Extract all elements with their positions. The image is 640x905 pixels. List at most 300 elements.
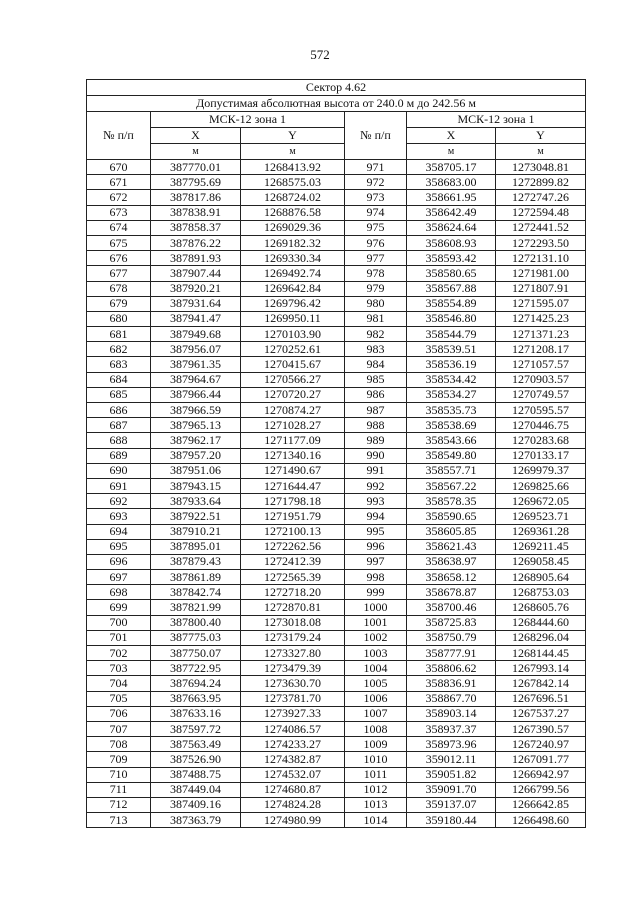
point-number: 1007 xyxy=(345,706,407,721)
point-number: 699 xyxy=(87,600,151,615)
table-row xyxy=(87,372,586,387)
y-coordinate: 1269950.11 xyxy=(241,311,345,326)
x-coordinate: 387907.44 xyxy=(151,266,241,281)
table-row xyxy=(87,448,586,463)
x-coordinate: 387694.24 xyxy=(151,676,241,691)
y-coordinate: 1273327.80 xyxy=(241,646,345,661)
point-number: 1008 xyxy=(345,721,407,736)
point-number: 670 xyxy=(87,160,151,175)
x-coordinate: 358705.17 xyxy=(407,160,496,175)
point-number: 685 xyxy=(87,387,151,402)
x-coordinate: 358578.35 xyxy=(407,494,496,509)
y-coordinate: 1270720.27 xyxy=(241,387,345,402)
y-coordinate: 1269672.05 xyxy=(496,494,586,509)
x-coordinate: 387817.86 xyxy=(151,190,241,205)
x-coordinate: 387449.04 xyxy=(151,782,241,797)
x-coordinate: 358642.49 xyxy=(407,205,496,220)
point-number: 691 xyxy=(87,478,151,493)
x-coordinate: 387895.01 xyxy=(151,539,241,554)
y-coordinate: 1270133.17 xyxy=(496,448,586,463)
y-coordinate: 1272262.56 xyxy=(241,539,345,554)
point-number: 688 xyxy=(87,433,151,448)
x-coordinate: 359051.82 xyxy=(407,767,496,782)
x-coordinate: 358658.12 xyxy=(407,570,496,585)
table-row xyxy=(87,630,586,645)
y-coordinate: 1272594.48 xyxy=(496,205,586,220)
x-coordinate: 358593.42 xyxy=(407,251,496,266)
y-coordinate: 1271028.27 xyxy=(241,418,345,433)
point-number: 705 xyxy=(87,691,151,706)
x-coordinate: 358806.62 xyxy=(407,661,496,676)
point-number: 706 xyxy=(87,706,151,721)
point-number: 971 xyxy=(345,160,407,175)
x-coordinate: 387933.64 xyxy=(151,494,241,509)
x-coordinate: 387597.72 xyxy=(151,721,241,736)
table-row xyxy=(87,235,586,250)
table-row xyxy=(87,600,586,615)
point-number: 707 xyxy=(87,721,151,736)
left-y-unit: м xyxy=(241,144,345,160)
point-number: 708 xyxy=(87,737,151,752)
x-coordinate: 358554.89 xyxy=(407,296,496,311)
x-coordinate: 358661.95 xyxy=(407,190,496,205)
x-coordinate: 358546.80 xyxy=(407,311,496,326)
y-coordinate: 1266642.85 xyxy=(496,797,586,812)
left-y-header: Y xyxy=(241,128,345,144)
right-x-header: X xyxy=(407,128,496,144)
point-number: 992 xyxy=(345,478,407,493)
y-coordinate: 1272870.81 xyxy=(241,600,345,615)
y-coordinate: 1272718.20 xyxy=(241,585,345,600)
y-coordinate: 1268575.03 xyxy=(241,175,345,190)
right-y-unit: м xyxy=(496,144,586,160)
point-number: 701 xyxy=(87,630,151,645)
table-row xyxy=(87,691,586,706)
point-number: 1006 xyxy=(345,691,407,706)
x-coordinate: 358903.14 xyxy=(407,706,496,721)
y-coordinate: 1271177.09 xyxy=(241,433,345,448)
y-coordinate: 1268144.45 xyxy=(496,646,586,661)
point-number: 675 xyxy=(87,235,151,250)
x-coordinate: 387966.59 xyxy=(151,403,241,418)
y-coordinate: 1269330.34 xyxy=(241,251,345,266)
point-number: 1012 xyxy=(345,782,407,797)
point-number: 674 xyxy=(87,220,151,235)
x-coordinate: 358973.96 xyxy=(407,737,496,752)
x-coordinate: 387722.95 xyxy=(151,661,241,676)
table-row xyxy=(87,311,586,326)
point-number: 977 xyxy=(345,251,407,266)
point-number: 997 xyxy=(345,554,407,569)
x-coordinate: 387964.67 xyxy=(151,372,241,387)
y-coordinate: 1271644.47 xyxy=(241,478,345,493)
x-coordinate: 358608.93 xyxy=(407,235,496,250)
y-coordinate: 1271595.07 xyxy=(496,296,586,311)
x-coordinate: 387858.37 xyxy=(151,220,241,235)
height-range: Допустимая абсолютная высота от 240.0 м до 242.56 м xyxy=(87,96,586,112)
table-row xyxy=(87,175,586,190)
x-coordinate: 359137.07 xyxy=(407,797,496,812)
x-coordinate: 358536.19 xyxy=(407,357,496,372)
page-number: 572 xyxy=(310,47,330,62)
x-coordinate: 358539.51 xyxy=(407,342,496,357)
left-x-header: X xyxy=(151,128,241,144)
point-number: 713 xyxy=(87,813,151,828)
point-number: 987 xyxy=(345,403,407,418)
y-coordinate: 1267537.27 xyxy=(496,706,586,721)
y-coordinate: 1273630.70 xyxy=(241,676,345,691)
y-coordinate: 1272747.26 xyxy=(496,190,586,205)
point-number: 703 xyxy=(87,661,151,676)
y-coordinate: 1273781.70 xyxy=(241,691,345,706)
sector-title: Сектор 4.62 xyxy=(87,80,586,96)
y-coordinate: 1268296.04 xyxy=(496,630,586,645)
point-number: 711 xyxy=(87,782,151,797)
x-coordinate: 387800.40 xyxy=(151,615,241,630)
table-row xyxy=(87,570,586,585)
x-coordinate: 387951.06 xyxy=(151,463,241,478)
point-number: 686 xyxy=(87,403,151,418)
x-coordinate: 387965.13 xyxy=(151,418,241,433)
x-coordinate: 387409.16 xyxy=(151,797,241,812)
y-coordinate: 1272293.50 xyxy=(496,235,586,250)
x-coordinate: 358624.64 xyxy=(407,220,496,235)
x-coordinate: 387943.15 xyxy=(151,478,241,493)
y-coordinate: 1272131.10 xyxy=(496,251,586,266)
point-number: 994 xyxy=(345,509,407,524)
y-coordinate: 1269523.71 xyxy=(496,509,586,524)
y-coordinate: 1270415.67 xyxy=(241,357,345,372)
point-number: 671 xyxy=(87,175,151,190)
table-row xyxy=(87,160,586,175)
table-row xyxy=(87,463,586,478)
x-coordinate: 359180.44 xyxy=(407,813,496,828)
table-row xyxy=(87,478,586,493)
point-number: 698 xyxy=(87,585,151,600)
x-coordinate: 387488.75 xyxy=(151,767,241,782)
coordinates-table xyxy=(86,79,586,828)
y-coordinate: 1270903.57 xyxy=(496,372,586,387)
table-row xyxy=(87,646,586,661)
x-coordinate: 358725.83 xyxy=(407,615,496,630)
table-row xyxy=(87,494,586,509)
y-coordinate: 1270252.61 xyxy=(241,342,345,357)
x-coordinate: 387966.44 xyxy=(151,387,241,402)
point-number: 1004 xyxy=(345,661,407,676)
x-coordinate: 358590.65 xyxy=(407,509,496,524)
y-coordinate: 1268905.64 xyxy=(496,570,586,585)
y-coordinate: 1272100.13 xyxy=(241,524,345,539)
y-coordinate: 1274680.87 xyxy=(241,782,345,797)
point-number: 998 xyxy=(345,570,407,585)
x-coordinate: 358538.69 xyxy=(407,418,496,433)
point-number: 690 xyxy=(87,463,151,478)
table-row xyxy=(87,782,586,797)
x-coordinate: 387922.51 xyxy=(151,509,241,524)
table-row xyxy=(87,706,586,721)
point-number: 682 xyxy=(87,342,151,357)
point-number: 980 xyxy=(345,296,407,311)
table-row xyxy=(87,585,586,600)
x-coordinate: 358580.65 xyxy=(407,266,496,281)
point-number: 989 xyxy=(345,433,407,448)
right-y-header: Y xyxy=(496,128,586,144)
point-number: 1000 xyxy=(345,600,407,615)
point-number: 981 xyxy=(345,311,407,326)
table-row xyxy=(87,509,586,524)
y-coordinate: 1266498.60 xyxy=(496,813,586,828)
point-number: 1013 xyxy=(345,797,407,812)
point-number: 974 xyxy=(345,205,407,220)
point-number: 709 xyxy=(87,752,151,767)
x-coordinate: 387526.90 xyxy=(151,752,241,767)
point-number: 704 xyxy=(87,676,151,691)
y-coordinate: 1269182.32 xyxy=(241,235,345,250)
y-coordinate: 1270595.57 xyxy=(496,403,586,418)
x-coordinate: 387961.35 xyxy=(151,357,241,372)
y-coordinate: 1269361.28 xyxy=(496,524,586,539)
table-row xyxy=(87,190,586,205)
point-number: 1003 xyxy=(345,646,407,661)
y-coordinate: 1267993.14 xyxy=(496,661,586,676)
x-coordinate: 358621.43 xyxy=(407,539,496,554)
y-coordinate: 1271981.00 xyxy=(496,266,586,281)
y-coordinate: 1271340.16 xyxy=(241,448,345,463)
point-number: 677 xyxy=(87,266,151,281)
point-number: 712 xyxy=(87,797,151,812)
x-coordinate: 358567.88 xyxy=(407,281,496,296)
y-coordinate: 1271371.23 xyxy=(496,327,586,342)
x-coordinate: 358777.91 xyxy=(407,646,496,661)
y-coordinate: 1272565.39 xyxy=(241,570,345,585)
y-coordinate: 1270283.68 xyxy=(496,433,586,448)
x-coordinate: 358867.70 xyxy=(407,691,496,706)
x-coordinate: 358567.22 xyxy=(407,478,496,493)
table-row xyxy=(87,387,586,402)
y-coordinate: 1271490.67 xyxy=(241,463,345,478)
y-coordinate: 1272412.39 xyxy=(241,554,345,569)
x-coordinate: 358750.79 xyxy=(407,630,496,645)
y-coordinate: 1269825.66 xyxy=(496,478,586,493)
x-coordinate: 387941.47 xyxy=(151,311,241,326)
table-row xyxy=(87,721,586,736)
point-number: 693 xyxy=(87,509,151,524)
x-coordinate: 387879.43 xyxy=(151,554,241,569)
point-number: 978 xyxy=(345,266,407,281)
x-coordinate: 387956.07 xyxy=(151,342,241,357)
y-coordinate: 1267240.97 xyxy=(496,737,586,752)
y-coordinate: 1271951.79 xyxy=(241,509,345,524)
x-coordinate: 387795.69 xyxy=(151,175,241,190)
y-coordinate: 1269642.84 xyxy=(241,281,345,296)
x-coordinate: 387876.22 xyxy=(151,235,241,250)
point-number: 1010 xyxy=(345,752,407,767)
table-row xyxy=(87,296,586,311)
point-number: 1002 xyxy=(345,630,407,645)
y-coordinate: 1272899.82 xyxy=(496,175,586,190)
point-number: 990 xyxy=(345,448,407,463)
y-coordinate: 1269979.37 xyxy=(496,463,586,478)
x-coordinate: 387663.95 xyxy=(151,691,241,706)
x-coordinate: 387931.64 xyxy=(151,296,241,311)
table-row xyxy=(87,524,586,539)
point-number: 676 xyxy=(87,251,151,266)
right-zone-header: МСК-12 зона 1 xyxy=(407,112,586,128)
table-row xyxy=(87,737,586,752)
y-coordinate: 1268605.76 xyxy=(496,600,586,615)
table-row xyxy=(87,266,586,281)
y-coordinate: 1269058.45 xyxy=(496,554,586,569)
table-row xyxy=(87,220,586,235)
y-coordinate: 1274980.99 xyxy=(241,813,345,828)
y-coordinate: 1269211.45 xyxy=(496,539,586,554)
point-number: 697 xyxy=(87,570,151,585)
x-coordinate: 358557.71 xyxy=(407,463,496,478)
left-num-header: № п/п xyxy=(87,112,151,160)
point-number: 993 xyxy=(345,494,407,509)
point-number: 687 xyxy=(87,418,151,433)
y-coordinate: 1268876.58 xyxy=(241,205,345,220)
table-row xyxy=(87,357,586,372)
table-row xyxy=(87,813,586,828)
point-number: 672 xyxy=(87,190,151,205)
table-row xyxy=(87,251,586,266)
table-row xyxy=(87,615,586,630)
x-coordinate: 387633.16 xyxy=(151,706,241,721)
x-coordinate: 358534.27 xyxy=(407,387,496,402)
x-coordinate: 387363.79 xyxy=(151,813,241,828)
y-coordinate: 1269492.74 xyxy=(241,266,345,281)
y-coordinate: 1270446.75 xyxy=(496,418,586,433)
y-coordinate: 1270103.90 xyxy=(241,327,345,342)
x-coordinate: 387775.03 xyxy=(151,630,241,645)
table-row xyxy=(87,205,586,220)
y-coordinate: 1268444.60 xyxy=(496,615,586,630)
table-row xyxy=(87,767,586,782)
point-number: 975 xyxy=(345,220,407,235)
y-coordinate: 1270566.27 xyxy=(241,372,345,387)
point-number: 681 xyxy=(87,327,151,342)
table-row xyxy=(87,539,586,554)
x-coordinate: 358683.00 xyxy=(407,175,496,190)
point-number: 984 xyxy=(345,357,407,372)
x-coordinate: 387563.49 xyxy=(151,737,241,752)
x-coordinate: 358678.87 xyxy=(407,585,496,600)
y-coordinate: 1270874.27 xyxy=(241,403,345,418)
y-coordinate: 1271807.91 xyxy=(496,281,586,296)
y-coordinate: 1267696.51 xyxy=(496,691,586,706)
x-coordinate: 387891.93 xyxy=(151,251,241,266)
point-number: 689 xyxy=(87,448,151,463)
point-number: 986 xyxy=(345,387,407,402)
point-number: 1014 xyxy=(345,813,407,828)
point-number: 683 xyxy=(87,357,151,372)
x-coordinate: 387838.91 xyxy=(151,205,241,220)
point-number: 1009 xyxy=(345,737,407,752)
point-number: 1011 xyxy=(345,767,407,782)
table-row xyxy=(87,342,586,357)
x-coordinate: 358638.97 xyxy=(407,554,496,569)
x-coordinate: 387949.68 xyxy=(151,327,241,342)
y-coordinate: 1268753.03 xyxy=(496,585,586,600)
point-number: 678 xyxy=(87,281,151,296)
y-coordinate: 1268724.02 xyxy=(241,190,345,205)
y-coordinate: 1266799.56 xyxy=(496,782,586,797)
point-number: 976 xyxy=(345,235,407,250)
point-number: 983 xyxy=(345,342,407,357)
y-coordinate: 1274532.07 xyxy=(241,767,345,782)
point-number: 702 xyxy=(87,646,151,661)
table-row xyxy=(87,433,586,448)
point-number: 985 xyxy=(345,372,407,387)
y-coordinate: 1273018.08 xyxy=(241,615,345,630)
y-coordinate: 1274086.57 xyxy=(241,721,345,736)
right-num-header: № п/п xyxy=(345,112,407,160)
x-coordinate: 358543.66 xyxy=(407,433,496,448)
point-number: 979 xyxy=(345,281,407,296)
point-number: 695 xyxy=(87,539,151,554)
x-coordinate: 358544.79 xyxy=(407,327,496,342)
x-coordinate: 359091.70 xyxy=(407,782,496,797)
point-number: 694 xyxy=(87,524,151,539)
x-coordinate: 358700.46 xyxy=(407,600,496,615)
x-coordinate: 387957.20 xyxy=(151,448,241,463)
y-coordinate: 1270749.57 xyxy=(496,387,586,402)
table-row xyxy=(87,797,586,812)
y-coordinate: 1267390.57 xyxy=(496,721,586,736)
left-zone-header: МСК-12 зона 1 xyxy=(151,112,345,128)
x-coordinate: 387910.21 xyxy=(151,524,241,539)
y-coordinate: 1267091.77 xyxy=(496,752,586,767)
point-number: 999 xyxy=(345,585,407,600)
x-coordinate: 387770.01 xyxy=(151,160,241,175)
y-coordinate: 1272441.52 xyxy=(496,220,586,235)
point-number: 679 xyxy=(87,296,151,311)
right-x-unit: м xyxy=(407,144,496,160)
table-row xyxy=(87,281,586,296)
point-number: 696 xyxy=(87,554,151,569)
point-number: 692 xyxy=(87,494,151,509)
point-number: 680 xyxy=(87,311,151,326)
table-row xyxy=(87,676,586,691)
y-coordinate: 1266942.97 xyxy=(496,767,586,782)
y-coordinate: 1271057.57 xyxy=(496,357,586,372)
y-coordinate: 1274382.87 xyxy=(241,752,345,767)
y-coordinate: 1274824.28 xyxy=(241,797,345,812)
point-number: 673 xyxy=(87,205,151,220)
x-coordinate: 358534.42 xyxy=(407,372,496,387)
y-coordinate: 1269796.42 xyxy=(241,296,345,311)
x-coordinate: 358836.91 xyxy=(407,676,496,691)
point-number: 995 xyxy=(345,524,407,539)
y-coordinate: 1269029.36 xyxy=(241,220,345,235)
point-number: 991 xyxy=(345,463,407,478)
x-coordinate: 358937.37 xyxy=(407,721,496,736)
table-row xyxy=(87,554,586,569)
point-number: 710 xyxy=(87,767,151,782)
x-coordinate: 358549.80 xyxy=(407,448,496,463)
point-number: 996 xyxy=(345,539,407,554)
y-coordinate: 1273048.81 xyxy=(496,160,586,175)
x-coordinate: 359012.11 xyxy=(407,752,496,767)
table-row xyxy=(87,418,586,433)
point-number: 972 xyxy=(345,175,407,190)
point-number: 700 xyxy=(87,615,151,630)
point-number: 988 xyxy=(345,418,407,433)
y-coordinate: 1274233.27 xyxy=(241,737,345,752)
y-coordinate: 1267842.14 xyxy=(496,676,586,691)
y-coordinate: 1271208.17 xyxy=(496,342,586,357)
